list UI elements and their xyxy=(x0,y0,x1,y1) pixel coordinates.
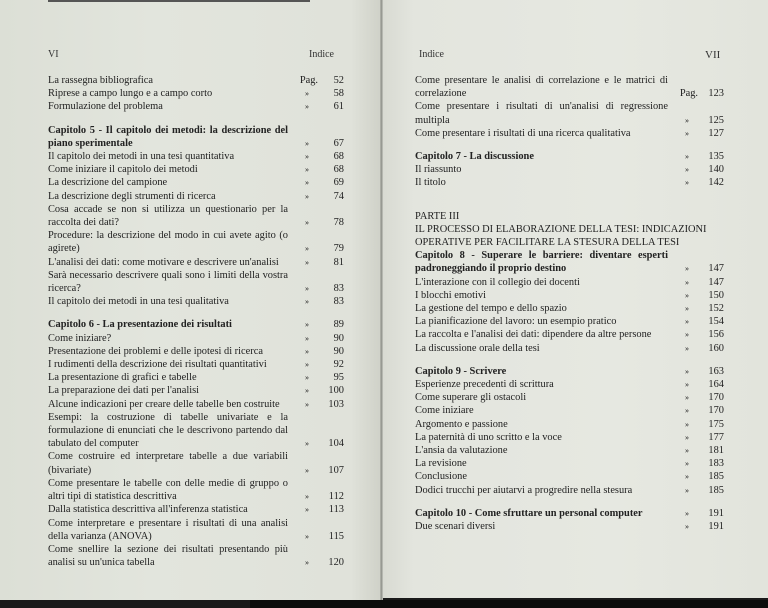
entry-title: Come interpretare e presentare i risultati di una analisi della varianza (ANOVA) xyxy=(48,517,288,542)
page-number: 147 xyxy=(708,263,724,275)
page-number: 68 xyxy=(333,151,344,163)
right-running-head: Indice xyxy=(419,49,444,60)
top-edge-shadow xyxy=(48,0,310,2)
section-gap xyxy=(415,200,724,210)
toc-entry xyxy=(415,74,724,100)
ditto-mark: » xyxy=(305,333,309,343)
section-gap xyxy=(415,497,724,507)
page-number: 191 xyxy=(708,507,724,519)
entry-title: Come iniziare? xyxy=(48,332,112,344)
entry-page-ref xyxy=(288,87,344,100)
toc-entry xyxy=(48,269,344,295)
ditto-mark: » xyxy=(685,485,689,495)
toc-entry xyxy=(415,163,724,176)
toc-entry xyxy=(48,229,344,255)
page-number: 147 xyxy=(708,276,724,288)
entry-page-ref xyxy=(288,282,344,295)
ditto-mark: » xyxy=(685,178,689,188)
entry-title: Due scenari diversi xyxy=(415,521,496,533)
entry-page-ref xyxy=(668,328,724,341)
entry-page-ref xyxy=(668,418,724,431)
entry-title: Esperienze precedenti di scrittura xyxy=(415,379,554,391)
ditto-mark: » xyxy=(685,115,689,125)
right-folio: VII xyxy=(705,49,721,61)
page-number: 104 xyxy=(328,438,344,450)
entry-title: Argomento e passione xyxy=(415,418,508,430)
ditto-mark: » xyxy=(305,102,309,112)
page-number: 78 xyxy=(333,217,344,229)
entry-title: Capitolo 5 - Il capitolo dei metodi: la descrizione del piano sperimentale xyxy=(48,124,288,149)
entry-title: Come costruire ed interpretare tabelle a due variabili (bivariate) xyxy=(48,451,288,476)
page-number: 112 xyxy=(328,491,344,503)
background-edge xyxy=(250,600,768,608)
entry-title: Alcune indicazioni per creare delle tabelle ben costruite xyxy=(48,398,280,410)
entry-page-ref xyxy=(288,100,344,113)
part-heading: IL PROCESSO DI ELABORAZIONE DELLA TESI: INDICAZIONI OPERATIVE PER FACILITARE LA STESURA DELLA TESI xyxy=(415,223,707,249)
toc-chapter-entry xyxy=(415,507,724,520)
entry-page-ref xyxy=(288,137,344,150)
toc-entry xyxy=(48,450,344,476)
entry-title: Come presentare le tabelle con delle medie di gruppo o altri tipi di statistica descrittiva xyxy=(48,477,288,503)
entry-page-ref xyxy=(668,431,724,444)
entry-page-ref xyxy=(288,150,344,163)
page-number: 100 xyxy=(328,385,344,397)
toc-entry xyxy=(415,431,724,444)
entry-page-ref xyxy=(288,398,344,411)
page-number: 123 xyxy=(708,88,724,100)
ditto-mark: » xyxy=(685,330,689,340)
toc-entry xyxy=(48,100,344,113)
toc-entry xyxy=(48,256,344,269)
page-number: 152 xyxy=(708,303,724,315)
toc-entry xyxy=(415,276,724,289)
page-number: 68 xyxy=(333,164,344,176)
toc-entry xyxy=(48,517,344,543)
entry-page-ref xyxy=(288,242,344,255)
toc-entry xyxy=(48,345,344,358)
entry-page-ref xyxy=(668,289,724,302)
toc-entry xyxy=(48,477,344,503)
ditto-mark: » xyxy=(685,277,689,287)
toc-entry xyxy=(415,328,724,341)
entry-page-ref xyxy=(668,114,724,127)
entry-page-ref xyxy=(288,295,344,308)
entry-title: Come superare gli ostacoli xyxy=(415,392,527,404)
ditto-mark: » xyxy=(685,366,689,376)
entry-page-ref xyxy=(288,256,344,269)
section-gap xyxy=(48,308,344,318)
page-number: 164 xyxy=(708,379,724,391)
entry-page-ref xyxy=(668,404,724,417)
entry-title: La paternità di uno scritto e la voce xyxy=(415,431,562,443)
ditto-mark: » xyxy=(305,218,309,228)
page-number: 79 xyxy=(333,243,344,255)
ditto-mark: » xyxy=(305,505,309,515)
entry-page-ref xyxy=(288,176,344,189)
toc-entry xyxy=(48,543,344,569)
toc-entry xyxy=(415,127,724,140)
entry-title: Capitolo 10 - Come sfruttare un personal computer xyxy=(415,507,643,519)
entry-title: Dodici trucchi per aiutarvi a progredire nella stesura xyxy=(415,484,633,496)
entry-title: La gestione del tempo e dello spazio xyxy=(415,303,567,315)
entry-title: La revisione xyxy=(415,458,467,470)
page-number: 185 xyxy=(708,471,724,483)
toc-entry xyxy=(48,74,344,87)
toc-chapter-entry xyxy=(48,318,344,331)
entry-title: La raccolta e l'analisi dei dati: dipendere da altre persone xyxy=(415,329,652,341)
entry-page-ref xyxy=(288,190,344,203)
page-number: 127 xyxy=(708,127,724,139)
ditto-mark: » xyxy=(685,446,689,456)
ditto-mark: » xyxy=(305,373,309,383)
left-toc xyxy=(48,74,344,569)
page-number: 95 xyxy=(333,372,344,384)
page-number: 113 xyxy=(328,504,344,516)
page-number: 83 xyxy=(333,283,344,295)
entry-title: Come iniziare xyxy=(415,405,474,417)
page-number: 154 xyxy=(708,316,724,328)
entry-title: I rudimenti della descrizione dei risultati quantitativi xyxy=(48,359,267,371)
toc-entry xyxy=(48,150,344,163)
page-number: 191 xyxy=(708,521,724,533)
toc-entry xyxy=(415,342,724,355)
page-number: 181 xyxy=(708,445,724,457)
toc-entry xyxy=(415,315,724,328)
toc-entry xyxy=(48,190,344,203)
toc-entry xyxy=(48,358,344,371)
entry-page-ref xyxy=(288,332,344,345)
page-number: 177 xyxy=(708,431,724,443)
ditto-mark: » xyxy=(305,439,309,449)
entry-page-ref xyxy=(668,150,724,163)
ditto-mark: » xyxy=(305,386,309,396)
left-page xyxy=(0,0,381,600)
toc-chapter-entry xyxy=(415,365,724,378)
toc-entry xyxy=(48,203,344,229)
entry-page-ref xyxy=(288,163,344,176)
ditto-mark: » xyxy=(305,257,309,267)
entry-title: Dalla statistica descrittiva all'inferenza statistica xyxy=(48,504,248,516)
page-number: 89 xyxy=(333,319,344,331)
entry-title: Il riassunto xyxy=(415,164,462,176)
entry-title: La rassegna bibliografica xyxy=(48,75,154,86)
toc-entry xyxy=(48,87,344,100)
right-page xyxy=(383,0,768,598)
entry-title: Il titolo xyxy=(415,177,446,189)
entry-title: Il capitolo dei metodi in una tesi qualitativa xyxy=(48,296,229,308)
ditto-mark: » xyxy=(685,165,689,175)
entry-title: Come presentare i risultati di un'analisi di regressione multipla xyxy=(415,101,668,126)
ditto-mark: » xyxy=(305,346,309,356)
page-number: 81 xyxy=(333,256,344,268)
entry-page-ref xyxy=(668,163,724,176)
entry-title: La preparazione dei dati per l'analisi xyxy=(48,385,200,397)
page-number: 150 xyxy=(708,289,724,301)
page-number: 74 xyxy=(333,190,344,202)
entry-page-ref xyxy=(288,318,344,331)
entry-title: Riprese a campo lungo e a campo corto xyxy=(48,88,213,100)
entry-page-ref xyxy=(668,342,724,355)
entry-page-ref xyxy=(288,345,344,358)
toc-chapter-entry xyxy=(415,150,724,163)
ditto-mark: » xyxy=(305,89,309,99)
page-number: 52 xyxy=(333,75,344,86)
entry-title: Cosa accade se non si utilizza un questionario per la raccolta dei dati? xyxy=(48,203,288,229)
toc-entry xyxy=(415,418,724,431)
ditto-mark: » xyxy=(685,343,689,353)
ditto-mark: » xyxy=(305,152,309,162)
right-toc xyxy=(415,74,724,533)
entry-page-ref xyxy=(288,556,344,569)
page-number: 58 xyxy=(333,88,344,100)
ditto-mark: » xyxy=(685,290,689,300)
toc-entry xyxy=(415,289,724,302)
toc-entry xyxy=(415,176,724,189)
toc-entry xyxy=(48,398,344,411)
toc-entry xyxy=(415,404,724,417)
left-running-head: Indice xyxy=(309,49,334,60)
page-number: 90 xyxy=(333,332,344,344)
page-number: 120 xyxy=(328,557,344,569)
entry-title: Capitolo 7 - La discussione xyxy=(415,151,534,163)
toc-entry xyxy=(415,302,724,315)
ditto-mark: » xyxy=(305,244,309,254)
entry-page-ref xyxy=(668,176,724,189)
ditto-mark: » xyxy=(685,264,689,274)
ditto-mark: » xyxy=(305,465,309,475)
toc-chapter-entry xyxy=(415,249,724,275)
entry-page-ref xyxy=(668,507,724,520)
ditto-mark: » xyxy=(305,492,309,502)
ditto-mark: » xyxy=(305,284,309,294)
entry-page-ref xyxy=(288,371,344,384)
ditto-mark: » xyxy=(305,360,309,370)
page-number: 156 xyxy=(708,329,724,341)
page-number: 160 xyxy=(708,342,724,354)
page-number: 135 xyxy=(708,151,724,163)
entry-title: Conclusione xyxy=(415,471,467,483)
entry-page-ref xyxy=(288,464,344,477)
entry-page-ref xyxy=(668,520,724,533)
entry-title: L'ansia da valutazione xyxy=(415,445,508,457)
ditto-mark: » xyxy=(685,419,689,429)
section-gap xyxy=(415,190,724,200)
page-number: 107 xyxy=(328,464,344,476)
page-number: 61 xyxy=(333,101,344,113)
ditto-mark: » xyxy=(305,165,309,175)
entry-page-ref xyxy=(668,262,724,275)
entry-title: La pianificazione del lavoro: un esempio pratico xyxy=(415,316,617,328)
toc-entry xyxy=(48,163,344,176)
ditto-mark: » xyxy=(685,522,689,532)
toc-entry xyxy=(415,520,724,533)
entry-title: Presentazione dei problemi e delle ipotesi di ricerca xyxy=(48,345,263,357)
toc-entry xyxy=(415,457,724,470)
toc-entry xyxy=(48,411,344,451)
page-number: 142 xyxy=(708,177,724,189)
part-heading: PARTE III xyxy=(415,210,460,222)
entry-page-ref xyxy=(668,365,724,378)
entry-title: La discussione orale della tesi xyxy=(415,342,540,354)
entry-page-ref xyxy=(668,276,724,289)
page-number: 115 xyxy=(328,530,344,542)
entry-page-ref xyxy=(668,444,724,457)
toc-entry xyxy=(48,332,344,345)
toc-entry xyxy=(48,371,344,384)
ditto-mark: » xyxy=(305,297,309,307)
entry-page-ref xyxy=(668,484,724,497)
entry-page-ref xyxy=(668,127,724,140)
entry-title: Come presentare le analisi di correlazione e le matrici di correlazione xyxy=(415,75,668,100)
entry-title: Il capitolo dei metodi in una tesi quantitativa xyxy=(48,151,235,163)
entry-page-ref xyxy=(288,358,344,371)
page-number: 170 xyxy=(708,392,724,404)
entry-page-ref xyxy=(668,470,724,483)
entry-title: Capitolo 6 - La presentazione dei risultati xyxy=(48,319,232,331)
entry-title: L'analisi dei dati: come motivare e descrivere un'analisi xyxy=(48,256,279,268)
toc-entry xyxy=(48,176,344,189)
ditto-mark: » xyxy=(305,178,309,188)
ditto-mark: » xyxy=(685,459,689,469)
page-number: 163 xyxy=(708,365,724,377)
toc-entry xyxy=(415,484,724,497)
entry-page-ref xyxy=(668,315,724,328)
entry-title: Capitolo 8 - Superare le barriere: diventare esperti padroneggiando il proprio destino xyxy=(415,250,668,275)
entry-title: Come presentare i risultati di una ricerca qualitativa xyxy=(415,127,631,139)
ditto-mark: » xyxy=(685,380,689,390)
ditto-mark: » xyxy=(685,406,689,416)
entry-title: La descrizione degli strumenti di ricerca xyxy=(48,190,216,202)
page-number: 92 xyxy=(333,359,344,371)
entry-title: Formulazione del problema xyxy=(48,101,163,113)
entry-page-ref xyxy=(668,87,724,100)
section-gap xyxy=(48,114,344,124)
ditto-mark: » xyxy=(305,531,309,541)
page-number: 183 xyxy=(708,458,724,470)
entry-title: La presentazione di grafici e tabelle xyxy=(48,372,197,384)
ditto-mark: » xyxy=(685,472,689,482)
left-folio: VI xyxy=(48,49,59,60)
entry-page-ref xyxy=(668,302,724,315)
ditto-mark: Pag. xyxy=(299,75,318,86)
page-number: 90 xyxy=(333,345,344,357)
entry-title: I blocchi emotivi xyxy=(415,289,486,301)
entry-title: Procedure: la descrizione del modo in cui avete agito (o agirete) xyxy=(48,230,288,255)
ditto-mark: » xyxy=(685,128,689,138)
entry-title: La descrizione del campione xyxy=(48,177,168,189)
ditto-mark: » xyxy=(685,508,689,518)
ditto-mark: » xyxy=(685,393,689,403)
ditto-mark: Pag. xyxy=(679,88,698,100)
ditto-mark: » xyxy=(305,558,309,568)
entry-page-ref xyxy=(288,503,344,516)
toc-entry xyxy=(415,470,724,483)
entry-page-ref xyxy=(288,437,344,450)
entry-title: Capitolo 9 - Scrivere xyxy=(415,365,507,377)
entry-page-ref xyxy=(288,490,344,503)
page-number: 125 xyxy=(708,114,724,126)
entry-page-ref xyxy=(288,384,344,397)
toc-entry xyxy=(48,503,344,516)
page-number: 83 xyxy=(333,296,344,308)
entry-page-ref xyxy=(668,378,724,391)
entry-page-ref xyxy=(288,216,344,229)
toc-entry xyxy=(48,295,344,308)
toc-entry xyxy=(415,378,724,391)
toc-chapter-entry xyxy=(48,124,344,150)
entry-title: Come iniziare il capitolo dei metodi xyxy=(48,164,198,176)
page-number: 69 xyxy=(333,177,344,189)
entry-title: Come snellire la sezione dei risultati presentando più analisi su un'unica tabella xyxy=(48,543,288,569)
section-gap xyxy=(415,140,724,150)
ditto-mark: » xyxy=(685,317,689,327)
section-gap xyxy=(415,355,724,365)
toc-entry xyxy=(415,444,724,457)
page-number: 67 xyxy=(333,137,344,149)
entry-page-ref xyxy=(288,74,344,87)
entry-page-ref xyxy=(668,457,724,470)
page-number: 185 xyxy=(708,484,724,496)
entry-title: Esempi: la costruzione di tabelle univariate e la formulazione di enunciati che le descrivono partendo dal tabulato del computer xyxy=(48,411,288,450)
ditto-mark: » xyxy=(685,304,689,314)
page-number: 170 xyxy=(708,405,724,417)
toc-entry xyxy=(415,100,724,126)
entry-page-ref xyxy=(288,530,344,543)
ditto-mark: » xyxy=(685,152,689,162)
entry-page-ref xyxy=(668,391,724,404)
toc-entry xyxy=(48,384,344,397)
entry-title: L'interazione con il collegio dei docenti xyxy=(415,276,580,288)
page-number: 175 xyxy=(708,418,724,430)
page-number: 103 xyxy=(328,398,344,410)
entry-title: Sarà necessario descrivere quali sono i limiti della vostra ricerca? xyxy=(48,269,288,295)
toc-entry xyxy=(415,391,724,404)
ditto-mark: » xyxy=(305,399,309,409)
ditto-mark: » xyxy=(305,191,309,201)
ditto-mark: » xyxy=(685,432,689,442)
ditto-mark: » xyxy=(305,138,309,148)
page-number: 140 xyxy=(708,164,724,176)
ditto-mark: » xyxy=(305,320,309,330)
